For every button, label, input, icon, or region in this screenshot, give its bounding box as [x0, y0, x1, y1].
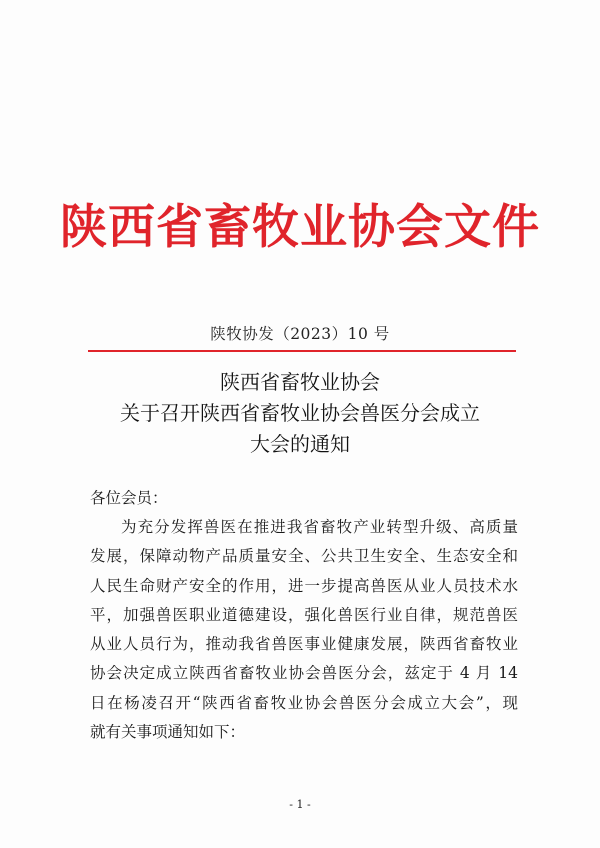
page-number: - 1 -: [289, 798, 311, 811]
body-line: 日在杨凌召开“陕西省畜牧业协会兽医分会成立大会”，现: [90, 693, 518, 712]
document-number: 陕牧协发（2023）10 号: [210, 325, 390, 343]
body-line: 人民生命财产安全的作用，进一步提高兽医从业人员技术水: [90, 576, 518, 595]
salutation: 各位会员：: [90, 489, 168, 507]
body-line: 从业人员行为，推动我省兽医事业健康发展，陕西省畜牧业: [90, 635, 518, 654]
notice-title: [0, 367, 600, 460]
body-line: 为充分发挥兽医在推进我省畜牧产业转型升级、高质量: [121, 518, 518, 536]
body-line: 平，加强兽医职业道德建设，强化兽医行业自律，规范兽医: [90, 605, 518, 624]
notice-title-line-3: 大会的通知: [250, 432, 350, 456]
notice-title-line-2: 关于召开陕西省畜牧业协会兽医分会成立: [120, 401, 480, 425]
red-divider-rule: [88, 350, 516, 352]
body-paragraph: [90, 513, 518, 747]
body-line: 发展，保障动物产品质量安全、公共卫生安全、生态安全和: [90, 547, 518, 566]
document-header-title: 陕西省畜牧业协会文件: [60, 200, 540, 255]
body-line: 协会决定成立陕西省畜牧业协会兽医分会，兹定于 4 月 14: [90, 664, 518, 683]
notice-title-line-1: 陕西省畜牧业协会: [220, 370, 380, 394]
body-line: 就有关事项通知如下：: [90, 723, 246, 742]
